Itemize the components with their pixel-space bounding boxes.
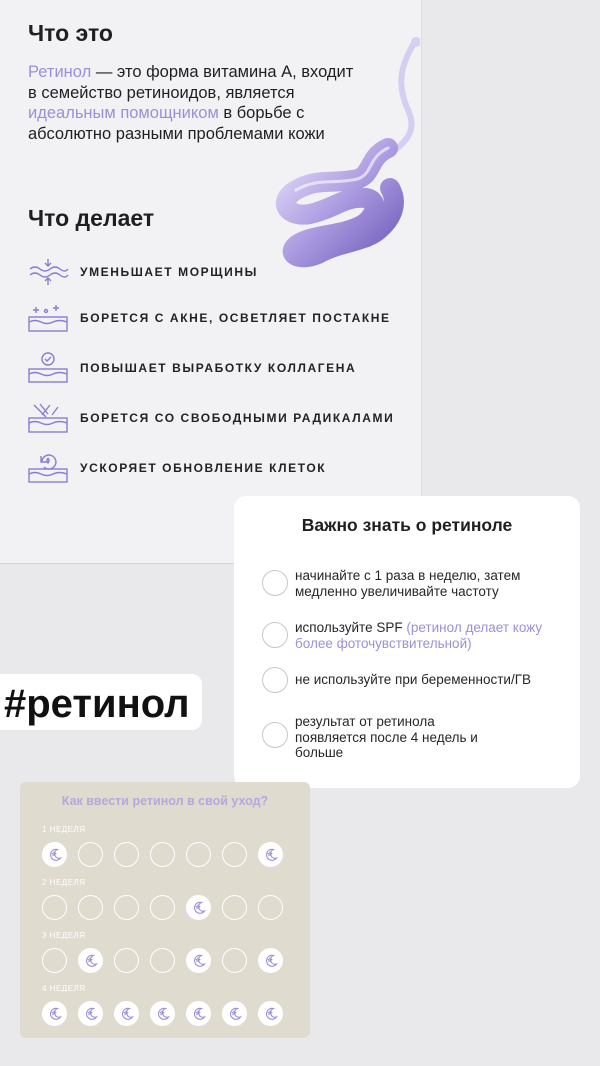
intro-accent-helper: идеальным помощником (28, 104, 219, 122)
tip-checkbox[interactable] (262, 622, 288, 648)
empty-day-circle (42, 948, 67, 973)
info-card (0, 0, 422, 564)
week-row (42, 842, 283, 867)
night-dose-day-icon (42, 1001, 67, 1026)
night-dose-day-icon (42, 842, 67, 867)
radicals-icon (26, 401, 70, 435)
night-dose-day-icon (78, 1001, 103, 1026)
benefit-item (26, 301, 391, 335)
week-row (42, 1001, 283, 1026)
tip-text (295, 620, 565, 651)
wrinkles-icon (26, 255, 70, 289)
tip-main-text: начинайте с 1 раза в неделю, затем медленно увеличивайте частоту (295, 568, 521, 599)
empty-day-circle (78, 895, 103, 920)
empty-day-circle (222, 895, 247, 920)
empty-day-circle (222, 948, 247, 973)
night-dose-day-icon (258, 1001, 283, 1026)
tip-checkbox[interactable] (262, 570, 288, 596)
night-dose-day-icon (258, 842, 283, 867)
week-label: 2 НЕДЕЛЯ (42, 878, 86, 887)
tip-main-text: используйте SPF (295, 620, 407, 635)
night-dose-day-icon (78, 948, 103, 973)
empty-day-circle (150, 948, 175, 973)
intro-accent-retinol: Ретинол (28, 63, 92, 81)
tip-main-text: результат от ретинола появляется после 4 недель и больше (295, 714, 478, 760)
night-dose-day-icon (186, 1001, 211, 1026)
intro-text-1: — это форма витамина А, входит в семейство ретиноидов, является (28, 63, 354, 102)
benefit-label: УСКОРЯЕТ ОБНОВЛЕНИЕ КЛЕТОК (80, 461, 327, 475)
intro-text-2: в борьбе с абсолютно разными проблемами кожи (28, 104, 325, 143)
benefit-label: БОРЕТСЯ СО СВОБОДНЫМИ РАДИКАЛАМИ (80, 411, 395, 425)
schedule-title: Как ввести ретинол в свой уход? (61, 794, 269, 808)
tip-item[interactable] (262, 672, 565, 693)
tip-text (295, 568, 565, 599)
benefit-item (26, 401, 394, 435)
tip-text (295, 714, 505, 761)
benefit-item (26, 451, 326, 485)
tip-text (295, 672, 565, 688)
week-label: 3 НЕДЕЛЯ (42, 931, 86, 940)
benefit-label: УМЕНЬШАЕТ МОРЩИНЫ (80, 265, 258, 279)
empty-day-circle (150, 842, 175, 867)
tip-item[interactable] (262, 568, 565, 599)
benefit-item (26, 351, 356, 385)
week-row (42, 948, 283, 973)
does-title: Что делает (28, 205, 155, 231)
serum-drop-icon (248, 28, 420, 268)
tip-item[interactable] (262, 620, 565, 651)
night-dose-day-icon (150, 1001, 175, 1026)
empty-day-circle (222, 842, 247, 867)
empty-day-circle (114, 895, 139, 920)
tip-checkbox[interactable] (262, 667, 288, 693)
important-card (234, 496, 580, 788)
empty-day-circle (42, 895, 67, 920)
tip-main-text: не используйте при беременности/ГВ (295, 672, 532, 687)
week-row (42, 895, 283, 920)
week-label: 4 НЕДЕЛЯ (42, 984, 86, 993)
important-title: Важно знать о ретиноле (301, 515, 513, 535)
night-dose-day-icon (186, 895, 211, 920)
empty-day-circle (258, 895, 283, 920)
acne-icon (26, 301, 70, 335)
benefit-item (26, 255, 258, 289)
tip-item[interactable] (262, 714, 505, 761)
night-dose-day-icon (258, 948, 283, 973)
schedule-card (20, 782, 310, 1038)
night-dose-day-icon (186, 948, 211, 973)
benefit-label: ПОВЫШАЕТ ВЫРАБОТКУ КОЛЛАГЕНА (80, 361, 357, 375)
info-title: Что это (28, 20, 113, 46)
empty-day-circle (150, 895, 175, 920)
collagen-icon (26, 351, 70, 385)
cell-renewal-icon (26, 451, 70, 485)
night-dose-day-icon (114, 1001, 139, 1026)
empty-day-circle (114, 948, 139, 973)
empty-day-circle (78, 842, 103, 867)
week-label: 1 НЕДЕЛЯ (42, 825, 86, 834)
empty-day-circle (186, 842, 211, 867)
tip-checkbox[interactable] (262, 722, 288, 748)
hashtag-label: #ретинол (0, 674, 202, 730)
empty-day-circle (114, 842, 139, 867)
tip-note: (ретинол делает кожу более фоточувствительной) (295, 620, 543, 651)
night-dose-day-icon (222, 1001, 247, 1026)
benefit-label: БОРЕТСЯ С АКНЕ, ОСВЕТЛЯЕТ ПОСТАКНЕ (80, 311, 391, 325)
